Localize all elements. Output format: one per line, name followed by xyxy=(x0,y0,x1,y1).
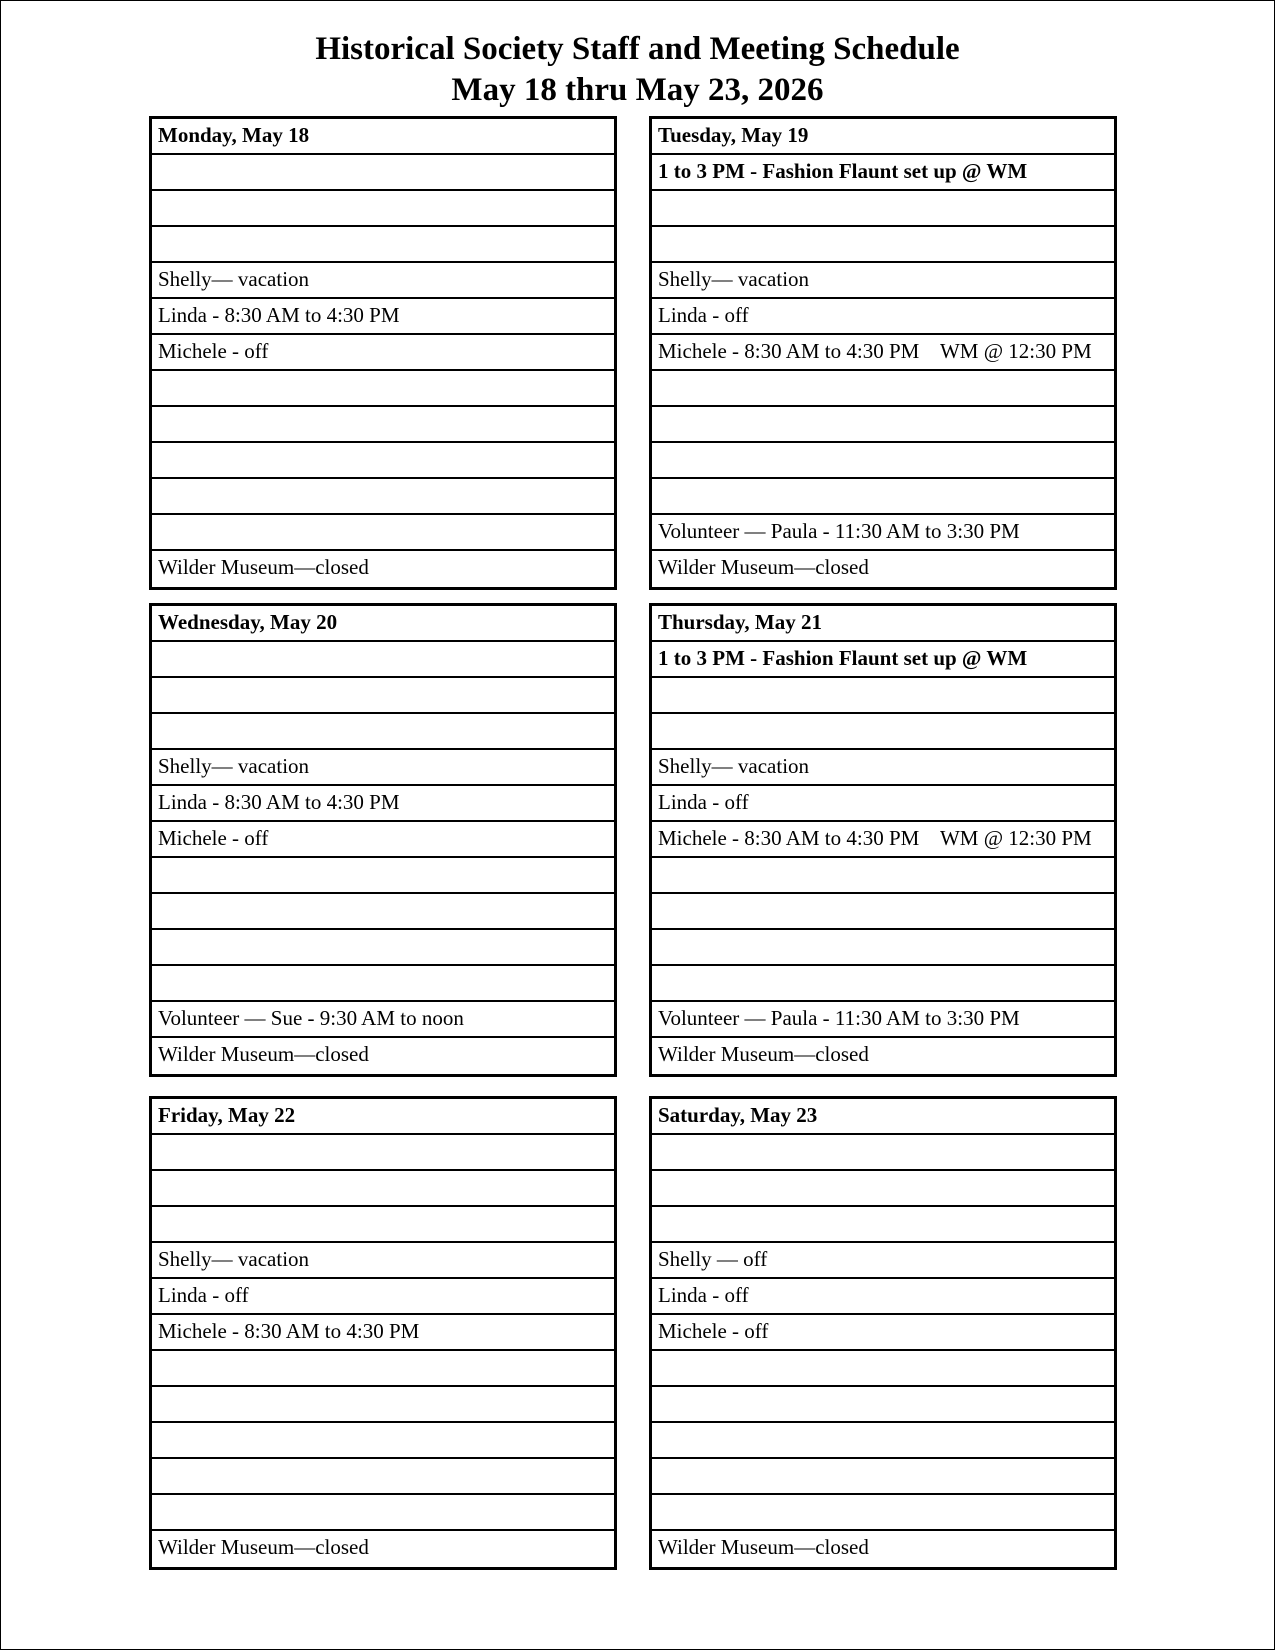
schedule-row-thursday-3: Shelly— vacation xyxy=(652,750,1114,786)
schedule-row-empty-saturday-9 xyxy=(652,1459,1114,1495)
schedule-row-empty-thursday-2 xyxy=(652,714,1114,750)
schedule-row-empty-wednesday-7 xyxy=(152,894,614,930)
schedule-row-empty-friday-10 xyxy=(152,1495,614,1531)
schedule-row-empty-thursday-7 xyxy=(652,894,1114,930)
schedule-row-empty-tuesday-7 xyxy=(652,407,1114,443)
day-header-saturday: Saturday, May 23 xyxy=(652,1099,1114,1135)
day-header-thursday: Thursday, May 21 xyxy=(652,606,1114,642)
day-header-wednesday: Wednesday, May 20 xyxy=(152,606,614,642)
schedule-row-tuesday-10: Volunteer — Paula - 11:30 AM to 3:30 PM xyxy=(652,515,1114,551)
schedule-row-wednesday-11: Wilder Museum—closed xyxy=(158,1042,369,1066)
schedule-row-tuesday-4: Linda - off xyxy=(652,299,1114,335)
schedule-row-monday-5: Michele - off xyxy=(152,335,614,371)
schedule-row-empty-friday-8 xyxy=(152,1423,614,1459)
day-box-friday xyxy=(149,1096,617,1570)
schedule-row-saturday-4: Linda - off xyxy=(652,1279,1114,1315)
schedule-row-empty-monday-8 xyxy=(152,443,614,479)
schedule-row-saturday-11: Wilder Museum—closed xyxy=(658,1535,869,1559)
schedule-row-empty-friday-6 xyxy=(152,1351,614,1387)
schedule-row-empty-monday-0 xyxy=(152,155,614,191)
schedule-row-tuesday-11: Wilder Museum—closed xyxy=(658,555,869,579)
schedule-row-empty-saturday-10 xyxy=(652,1495,1114,1531)
schedule-row-wednesday-4: Linda - 8:30 AM to 4:30 PM xyxy=(152,786,614,822)
day-header-tuesday: Tuesday, May 19 xyxy=(652,119,1114,155)
schedule-row-empty-tuesday-6 xyxy=(652,371,1114,407)
schedule-row-empty-tuesday-8 xyxy=(652,443,1114,479)
schedule-row-empty-wednesday-6 xyxy=(152,858,614,894)
schedule-row-monday-3: Shelly— vacation xyxy=(152,263,614,299)
schedule-row-monday-4: Linda - 8:30 AM to 4:30 PM xyxy=(152,299,614,335)
schedule-row-empty-tuesday-9 xyxy=(652,479,1114,515)
schedule-row-empty-wednesday-2 xyxy=(152,714,614,750)
day-box-tuesday xyxy=(649,116,1117,590)
schedule-row-empty-monday-2 xyxy=(152,227,614,263)
schedule-row-friday-5: Michele - 8:30 AM to 4:30 PM xyxy=(152,1315,614,1351)
schedule-row-empty-wednesday-9 xyxy=(152,966,614,1002)
day-box-monday xyxy=(149,116,617,590)
schedule-row-monday-11: Wilder Museum—closed xyxy=(158,555,369,579)
schedule-row-wednesday-10: Volunteer — Sue - 9:30 AM to noon xyxy=(152,1002,614,1038)
schedule-row-tuesday-3: Shelly— vacation xyxy=(652,263,1114,299)
schedule-row-empty-saturday-0 xyxy=(652,1135,1114,1171)
schedule-row-empty-friday-9 xyxy=(152,1459,614,1495)
title-line-1: Historical Society Staff and Meeting Schedule xyxy=(315,31,960,67)
day-header-monday: Monday, May 18 xyxy=(152,119,614,155)
schedule-row-thursday-10: Volunteer — Paula - 11:30 AM to 3:30 PM xyxy=(652,1002,1114,1038)
schedule-row-empty-friday-7 xyxy=(152,1387,614,1423)
day-box-thursday xyxy=(649,603,1117,1077)
day-box-wednesday xyxy=(149,603,617,1077)
schedule-row-empty-thursday-6 xyxy=(652,858,1114,894)
schedule-row-empty-saturday-7 xyxy=(652,1387,1114,1423)
schedule-row-empty-wednesday-1 xyxy=(152,678,614,714)
schedule-row-tuesday-0: 1 to 3 PM - Fashion Flaunt set up @ WM xyxy=(652,155,1114,191)
schedule-row-thursday-0: 1 to 3 PM - Fashion Flaunt set up @ WM xyxy=(652,642,1114,678)
title-line-2: May 18 thru May 23, 2026 xyxy=(451,72,824,109)
day-header-friday: Friday, May 22 xyxy=(152,1099,614,1135)
page-title xyxy=(1,29,1274,112)
schedule-row-thursday-4: Linda - off xyxy=(652,786,1114,822)
schedule-row-wednesday-5: Michele - off xyxy=(152,822,614,858)
schedule-row-empty-monday-10 xyxy=(152,515,614,551)
schedule-row-saturday-3: Shelly — off xyxy=(652,1243,1114,1279)
schedule-row-empty-friday-1 xyxy=(152,1171,614,1207)
schedule-row-empty-monday-1 xyxy=(152,191,614,227)
schedule-row-empty-saturday-6 xyxy=(652,1351,1114,1387)
schedule-row-empty-tuesday-2 xyxy=(652,227,1114,263)
schedule-row-empty-thursday-1 xyxy=(652,678,1114,714)
schedule-row-empty-thursday-8 xyxy=(652,930,1114,966)
schedule-row-friday-11: Wilder Museum—closed xyxy=(158,1535,369,1559)
schedule-row-empty-wednesday-0 xyxy=(152,642,614,678)
schedule-row-empty-monday-9 xyxy=(152,479,614,515)
schedule-row-thursday-11: Wilder Museum—closed xyxy=(658,1042,869,1066)
schedule-row-empty-thursday-9 xyxy=(652,966,1114,1002)
schedule-row-empty-tuesday-1 xyxy=(652,191,1114,227)
schedule-row-empty-friday-0 xyxy=(152,1135,614,1171)
schedule-row-empty-monday-7 xyxy=(152,407,614,443)
schedule-row-friday-3: Shelly— vacation xyxy=(152,1243,614,1279)
schedule-row-saturday-5: Michele - off xyxy=(652,1315,1114,1351)
schedule-row-empty-wednesday-8 xyxy=(152,930,614,966)
schedule-row-empty-saturday-2 xyxy=(652,1207,1114,1243)
schedule-row-tuesday-5: Michele - 8:30 AM to 4:30 PM WM @ 12:30 PM xyxy=(652,335,1114,371)
schedule-row-empty-saturday-1 xyxy=(652,1171,1114,1207)
schedule-row-friday-4: Linda - off xyxy=(152,1279,614,1315)
schedule-row-empty-monday-6 xyxy=(152,371,614,407)
schedule-row-empty-saturday-8 xyxy=(652,1423,1114,1459)
schedule-row-empty-friday-2 xyxy=(152,1207,614,1243)
schedule-row-thursday-5: Michele - 8:30 AM to 4:30 PM WM @ 12:30 PM xyxy=(652,822,1114,858)
schedule-row-wednesday-3: Shelly— vacation xyxy=(152,750,614,786)
day-box-saturday xyxy=(649,1096,1117,1570)
